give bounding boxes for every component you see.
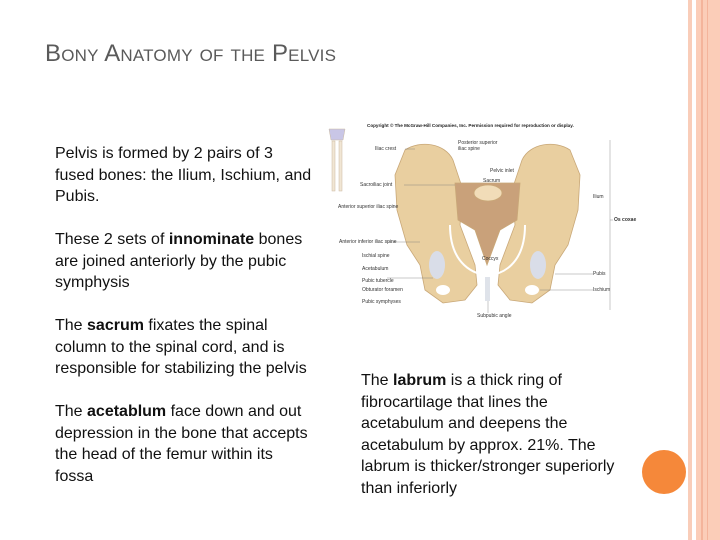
bold-term: acetablum [87, 403, 167, 420]
decorative-circle [642, 450, 686, 494]
label-posterior-superior-iliac-spine-2: iliac spine [458, 146, 480, 152]
label-anterior-inferior-iliac-spine: Anterior inferior iliac spine [339, 239, 397, 245]
text: The [55, 317, 88, 334]
pelvis-illustration [325, 115, 650, 325]
paragraph [55, 401, 315, 487]
paragraph [55, 229, 315, 294]
label-sacroiliac-joint: Sacroiliac joint [360, 182, 393, 188]
paragraph [55, 143, 315, 208]
text: fixates the spinal column to the spinal cord, and is responsible for stabilizing the pelvis [55, 317, 307, 377]
label-ischium: Ischium [593, 287, 611, 293]
border-stripe [701, 0, 703, 540]
text: These 2 sets of [55, 231, 169, 248]
text: bones are joined anteriorly by the pubic symphysis [55, 231, 303, 291]
label-subpubic-angle: Subpubic angle [477, 313, 512, 319]
label-acetabulum: Acetabulum [362, 266, 389, 272]
right-text-column [361, 370, 621, 499]
label-ilium: Ilium [593, 194, 604, 200]
bold-term: labrum [393, 372, 447, 389]
slide-title: Bony Anatomy of the Pelvis [45, 40, 337, 67]
paragraph [361, 370, 621, 499]
text: Pelvis is formed by 2 pairs of 3 fused bones: the Ilium, Ischium, and Pubis. [55, 145, 312, 205]
border-stripe [696, 0, 720, 540]
paragraph [55, 315, 315, 380]
bold-term: innominate [168, 231, 255, 248]
border-stripe [688, 0, 692, 540]
label-posterior-superior-iliac-spine: Posterior superior [458, 140, 498, 146]
label-ischial-spine: Ischial spine [362, 253, 390, 259]
label-pubic-tubercle: Pubic tubercle [362, 278, 394, 284]
label-coccyx: Coccyx [482, 256, 499, 262]
label-obturator-foramen: Obturator foramen [362, 287, 403, 293]
bold-term: sacrum [87, 317, 144, 334]
left-text-column [55, 143, 315, 509]
skeleton-thumbnail [329, 129, 345, 191]
pelvis-figure [325, 115, 650, 325]
label-iliac-crest: Iliac crest [375, 146, 397, 152]
copyright-notice: Copyright © The McGraw-Hill Companies, Inc. Permission required for reproduction or display. [367, 123, 574, 128]
border-stripe [707, 0, 708, 540]
text: is a thick ring of fibrocartilage that lines the acetabulum and deepens the acetabulum by approx. 21%. The labrum is thicker/stronger superiorly than inferiorly [361, 372, 615, 497]
text: The [55, 403, 88, 420]
label-os-coxae: Os coxae [614, 217, 637, 223]
label-pubis: Pubis [593, 271, 606, 277]
label-sacrum: Sacrum [483, 178, 501, 184]
label-pubic-symphyses: Pubic symphyses [362, 299, 401, 305]
text: face down and out depression in the bone that accepts the head of the femur within its fossa [55, 403, 308, 485]
label-anterior-superior-iliac-spine: Anterior superior iliac spine [338, 204, 399, 210]
label-pelvic-inlet: Pelvic inlet [490, 168, 514, 174]
text: The [361, 372, 394, 389]
